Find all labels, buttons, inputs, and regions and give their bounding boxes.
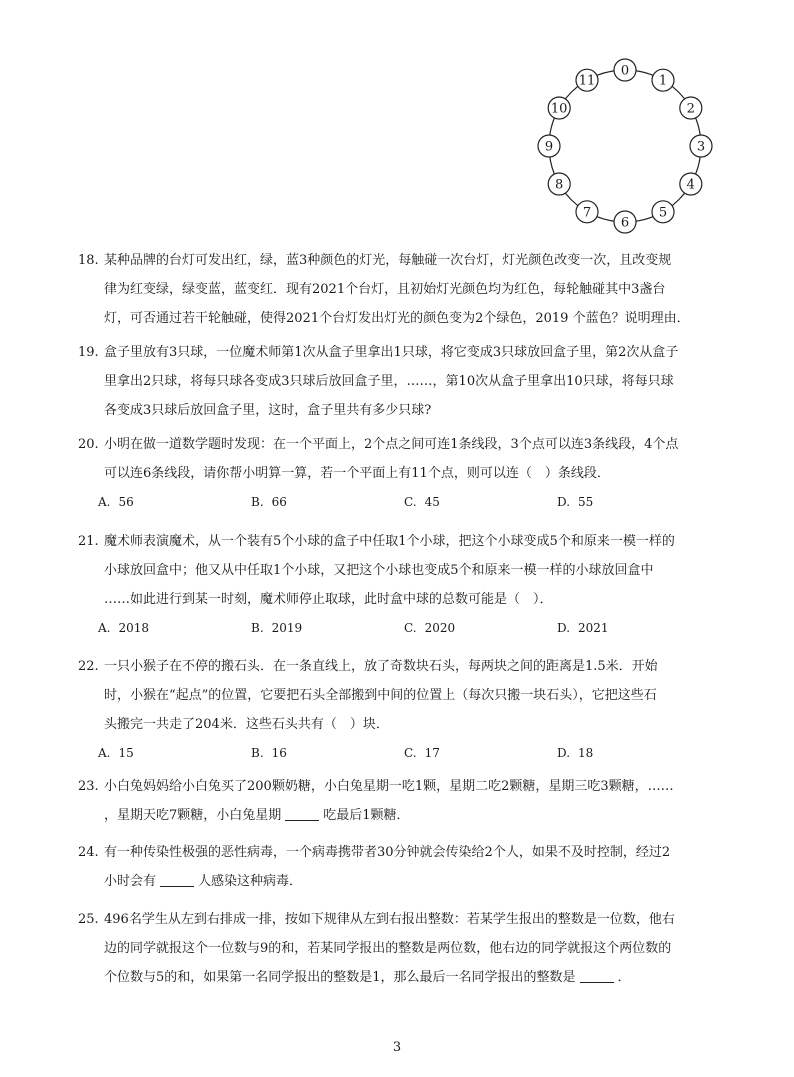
circle-node-6 xyxy=(614,211,636,233)
circle-node-label: 8 xyxy=(555,177,564,193)
circle-node-label: 6 xyxy=(620,215,630,231)
option-c[interactable]: C. 2020 xyxy=(404,621,456,635)
question-text-line: 496名学生从左到右排成一排，按如下规律从左到右报出整数：若某学生报出的整数是一位数，他右 xyxy=(104,912,675,927)
question-text-line: 各变成3只球后放回盒子里，这时，盒子里共有多少只球? xyxy=(104,403,432,418)
question-text-line: 有一种传染性极强的恶性病毒，一个病毒携带者30分钟就会传染给2个人，如果不及时控制，经过2 xyxy=(104,845,671,860)
circle-node-1 xyxy=(652,69,674,91)
answer-options xyxy=(98,614,720,643)
answer-options xyxy=(98,739,720,768)
circle-node-label: 3 xyxy=(696,139,706,155)
option-a[interactable]: A. 15 xyxy=(98,746,134,760)
question-text-line: 律为红变绿，绿变蓝，蓝变红．现有2021个台灯，且初始灯光颜色均为红色，每轮触碰其中3盏台 xyxy=(104,282,666,297)
option-a[interactable]: A. 2018 xyxy=(98,621,150,635)
answer-blank[interactable] xyxy=(285,806,319,821)
question-20 xyxy=(80,430,720,517)
question-text-line: 某种品牌的台灯可发出红，绿，蓝3种颜色的灯光，每触碰一次台灯，灯光颜色改变一次，且改变规 xyxy=(104,253,672,268)
question-number: 19. xyxy=(78,345,99,360)
option-d[interactable]: D. 55 xyxy=(557,495,594,509)
question-number: 23. xyxy=(78,779,99,794)
option-d[interactable]: D. 18 xyxy=(557,746,594,760)
question-text-line: ……如此进行到某一时刻，魔术师停止取球，此时盒中球的总数可能是（ ）． xyxy=(104,592,553,607)
question-text-line: 里拿出2只球，将每只球各变成3只球后放回盒子里，……，第10次从盒子里拿出10只球，将每只球 xyxy=(104,374,674,389)
question-number: 21. xyxy=(78,534,99,549)
question-19 xyxy=(80,338,720,425)
circle-node-label: 9 xyxy=(544,139,554,155)
circle-node-label: 2 xyxy=(686,101,695,117)
question-number: 25. xyxy=(78,912,99,927)
question-25 xyxy=(80,905,720,992)
circle-node-10 xyxy=(548,97,570,119)
question-text-line: 可以连6条线段，请你帮小明算一算，若一个平面上有11个点，则可以连（ ）条线段． xyxy=(104,466,610,481)
question-text-line: 魔术师表演魔术，从一个装有5个小球的盒子中任取1个小球，把这个小球变成5个和原来一模一样的 xyxy=(104,534,675,549)
question-text-line: 灯，可否通过若干轮触碰，使得2021个台灯发出灯光的颜色变为2个绿色，2019 个蓝色？说明理由． xyxy=(104,311,690,326)
question-text-line: 盒子里放有3只球，一位魔术师第1次从盒子里拿出1只球，将它变成3只球放回盒子里，第2次从盒子 xyxy=(104,345,679,360)
circle-node-0 xyxy=(614,59,636,81)
question-number: 20. xyxy=(78,437,99,452)
option-b[interactable]: B. 2019 xyxy=(251,621,303,635)
question-number: 24. xyxy=(78,845,99,860)
circle-node-5 xyxy=(652,201,674,223)
option-a[interactable]: A. 56 xyxy=(98,495,134,509)
question-23 xyxy=(80,772,720,830)
answer-blank[interactable] xyxy=(160,872,194,887)
question-text-line: ，星期天吃7颗糖，小白兔星期 吃最后1颗糖． xyxy=(104,808,410,823)
circle-node-7 xyxy=(576,201,598,223)
question-number: 22. xyxy=(78,659,99,674)
option-b[interactable]: B. 66 xyxy=(251,495,287,509)
option-c[interactable]: C. 17 xyxy=(404,746,440,760)
option-d[interactable]: D. 2021 xyxy=(557,621,609,635)
circle-node-label: 0 xyxy=(620,63,630,79)
question-22 xyxy=(80,652,720,768)
ring xyxy=(549,70,701,222)
question-text-line: 小白兔妈妈给小白兔买了200颗奶糖，小白兔星期一吃1颗，星期二吃2颗糖，星期三吃3颗糖，…… xyxy=(104,779,674,794)
circle-node-label: 5 xyxy=(658,205,668,221)
question-18 xyxy=(80,246,720,333)
circle-node-3 xyxy=(690,135,712,157)
circle-node-9 xyxy=(538,135,560,157)
question-21 xyxy=(80,527,720,643)
circle-node-label: 7 xyxy=(582,205,592,221)
circle-node-8 xyxy=(548,173,570,195)
page-number: 3 xyxy=(392,1040,402,1055)
question-24 xyxy=(80,838,720,896)
question-text-line: 一只小猴子在不停的搬石头．在一条直线上，放了奇数块石头，每两块之间的距离是1.5米．开始 xyxy=(104,659,658,674)
question-text-line: 头搬完一共走了204米．这些石头共有（ ）块． xyxy=(104,717,389,732)
circle-node-label: 11 xyxy=(578,73,596,89)
circle-node-label: 4 xyxy=(686,177,695,193)
answer-blank[interactable] xyxy=(580,968,614,983)
circle-node-label: 1 xyxy=(658,73,668,89)
numbered-circle-figure xyxy=(530,50,720,240)
question-text-line: 边的同学就报这个一位数与9的和，若某同学报出的整数是两位数，他右边的同学就报这个两位数的 xyxy=(104,941,672,956)
circle-node-4 xyxy=(680,173,702,195)
question-text-line: 小球放回盒中；他又从中任取1个小球，又把这个小球也变成5个和原来一模一样的小球放回盒中 xyxy=(104,563,654,578)
circle-node-2 xyxy=(680,97,702,119)
option-b[interactable]: B. 16 xyxy=(251,746,287,760)
question-number: 18. xyxy=(78,253,99,268)
question-text-line: 时，小猴在“起点”的位置，它要把石头全部搬到中间的位置上（每次只搬一块石头），它把这些石 xyxy=(104,688,657,703)
question-text-line: 个位数与5的和，如果第一名同学报出的整数是1，那么最后一名同学报出的整数是 ． xyxy=(104,970,631,985)
question-text-line: 小时会有 人感染这种病毒． xyxy=(104,874,303,889)
option-c[interactable]: C. 45 xyxy=(404,495,440,509)
circle-node-label: 10 xyxy=(550,101,568,117)
circle-node-11 xyxy=(576,69,598,91)
question-text-line: 小明在做一道数学题时发现：在一个平面上，2个点之间可连1条线段，3个点可以连3条线段，4个点 xyxy=(104,437,679,452)
answer-options xyxy=(98,488,720,517)
